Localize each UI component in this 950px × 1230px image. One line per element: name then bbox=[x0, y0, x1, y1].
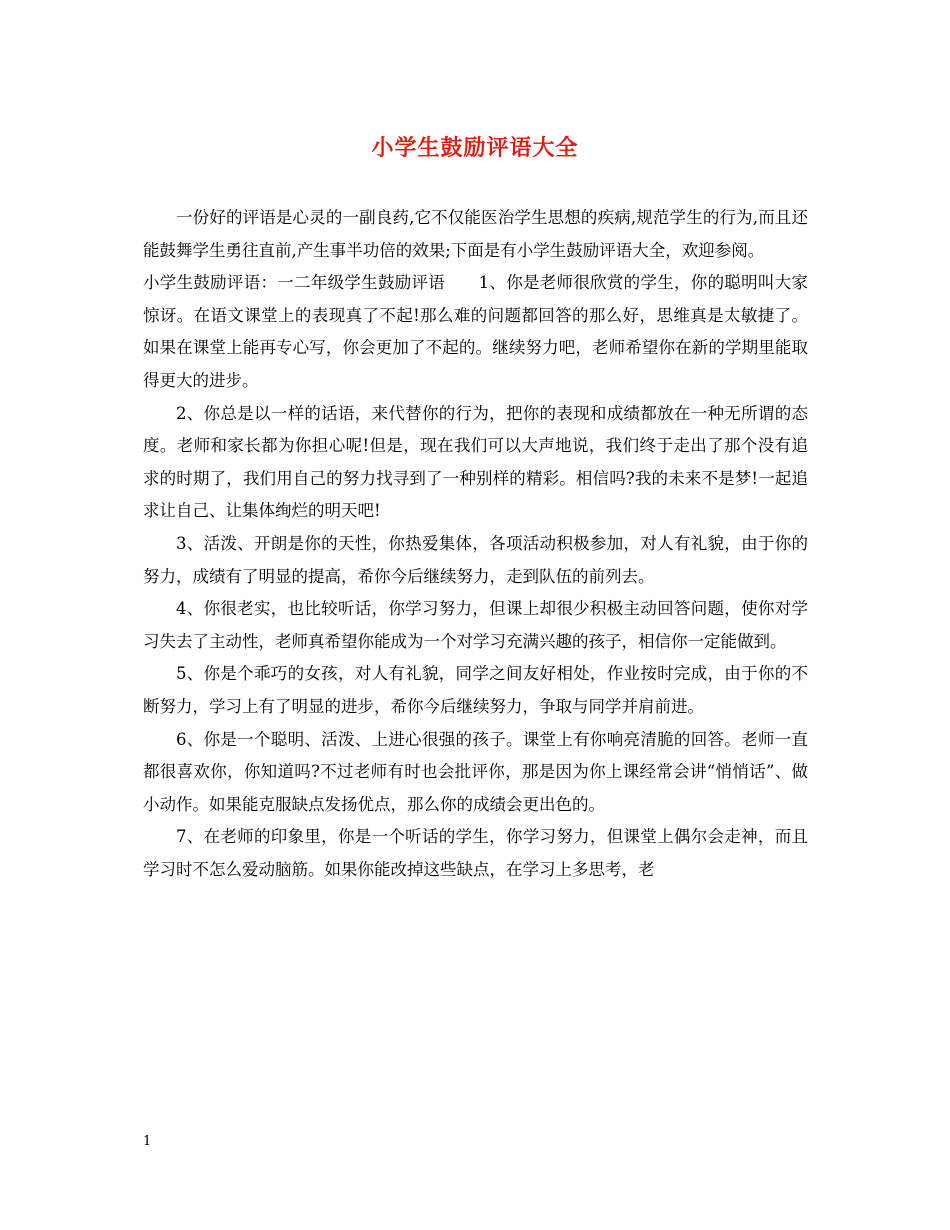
paragraph-item-5: 5、你是个乖巧的女孩，对人有礼貌，同学之间友好相处，作业按时完成，由于你的不断努力，学习上有了明显的进步，希你今后继续努力，争取与同学并肩前进。 bbox=[143, 664, 808, 716]
document-body bbox=[143, 202, 808, 886]
paragraph-item-1: 小学生鼓励评语：一二年级学生鼓励评语 1、你是老师很欣赏的学生，你的聪明叫大家惊讶。在语文课堂上的表现真了不起!那么难的问题都回答的那么好，思维真是太敏捷了。如果在课堂上能再专心写，你会更加了不起的。继续努力吧，老师希望你在新的学期里能取得更大的进步。 bbox=[143, 273, 808, 390]
paragraph-item-7: 7、在老师的印象里，你是一个听话的学生，你学习努力，但课堂上偶尔会走神，而且学习时不怎么爱动脑筋。如果你能改掉这些缺点，在学习上多思考，老 bbox=[143, 827, 808, 879]
page-number: 1 bbox=[143, 1134, 152, 1149]
paragraph-item-2: 2、你总是以一样的话语，来代替你的行为，把你的表现和成绩都放在一种无所谓的态度。老师和家长都为你担心呢!但是，现在我们可以大声地说，我们终于走出了那个没有追求的时期了，我们用自己的努力找寻到了一种别样的精彩。相信吗?我的未来不是梦!一起追求让自己、让集体绚烂的明天吧! bbox=[143, 403, 808, 521]
paragraph-item-4: 4、你很老实，也比较听话，你学习努力，但课上却很少积极主动回答问题，使你对学习失去了主动性，老师真希望你能成为一个对学习充满兴趣的孩子，相信你一定能做到。 bbox=[143, 599, 808, 651]
paragraph-intro: 一份好的评语是心灵的一副良药,它不仅能医治学生思想的疾病,规范学生的行为,而且还能鼓舞学生勇往直前,产生事半功倍的效果;下面是有小学生鼓励评语大全，欢迎参阅。 bbox=[143, 208, 808, 260]
paragraph-item-6: 6、你是一个聪明、活泼、上进心很强的孩子。课堂上有你响亮清脆的回答。老师一直都很喜欢你，你知道吗?不过老师有时也会批评你，那是因为你上课经常会讲“悄悄话”、做小动作。如果能克服缺点发扬优点，那么你的成绩会更出色的。 bbox=[143, 729, 808, 814]
document-title: 小学生鼓励评语大全 bbox=[371, 135, 579, 161]
paragraph-item-3: 3、活泼、开朗是你的天性，你热爱集体，各项活动积极参加，对人有礼貌，由于你的努力，成绩有了明显的提高，希你今后继续努力，走到队伍的前列去。 bbox=[143, 533, 808, 586]
